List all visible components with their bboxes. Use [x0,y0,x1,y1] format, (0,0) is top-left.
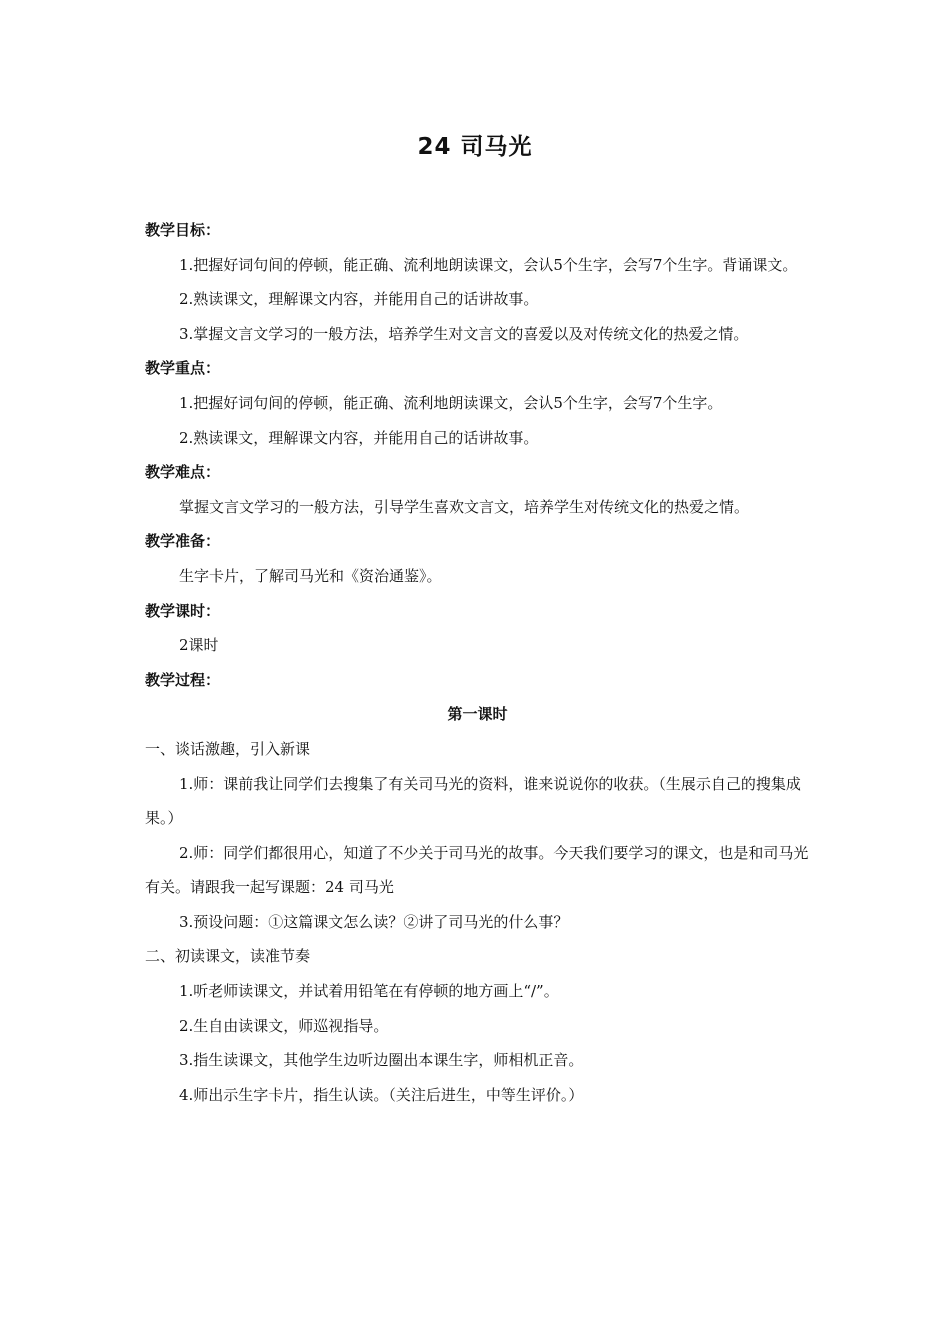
goals-heading: 教学目标： [145,221,221,239]
section1-item: 1.师：课前我让同学们去搜集了有关司马光的资料，谁来说说你的收获。（生展示自己的搜集成果。） [145,774,801,828]
section1-heading: 一、谈话激趣，引入新课 [145,739,311,758]
section2-item: 4.师出示生字卡片，指生认读。（关注后进生，中等生评价。） [179,1085,584,1104]
section2-item: 2.生自由读课文，师巡视指导。 [179,1016,389,1035]
hours-text: 2课时 [179,636,219,655]
preparation-heading: 教学准备： [145,532,221,551]
goal-item: 3.掌握文言文学习的一般方法，培养学生对文言文的喜爱以及对传统文化的热爱之情。 [179,324,749,343]
section1-item: 3.预设问题：①这篇课文怎么读？②讲了司马光的什么事？ [179,912,569,931]
key-point-item: 1.把握好词句间的停顿，能正确、流利地朗读课文，会认5个生字，会写7个生字。 [179,393,723,412]
goal-item: 2.熟读课文，理解课文内容，并能用自己的话讲故事。 [179,290,539,309]
section1-item: 2.师：同学们都很用心，知道了不少关于司马光的故事。今天我们要学习的课文，也是和司马光有关。请跟我一起写课题：24 司马光 [145,843,809,897]
section2-heading: 二、初读课文，读准节奏 [145,947,311,966]
lesson-title: 第一课时 [447,705,508,724]
hours-heading: 教学课时： [145,601,221,620]
key-point-item: 2.熟读课文，理解课文内容，并能用自己的话讲故事。 [179,428,539,447]
process-heading: 教学过程： [145,670,221,689]
document-title: 24 司马光 [417,134,533,160]
section2-item: 3.指生读课文，其他学生边听边圈出本课生字，师相机正音。 [179,1051,584,1070]
difficulties-text: 掌握文言文学习的一般方法，引导学生喜欢文言文，培养学生对传统文化的热爱之情。 [179,497,750,516]
goal-item: 1.把握好词句间的停顿，能正确、流利地朗读课文，会认5个生字，会写7个生字。背诵课文。 [179,255,798,274]
difficulties-heading: 教学难点： [145,463,221,482]
preparation-text: 生字卡片，了解司马光和《资治通鉴》。 [179,566,442,585]
section2-item: 1.听老师读课文，并试着用铅笔在有停顿的地方画上“/”。 [179,982,559,1001]
document-body [145,213,810,1112]
key-points-heading: 教学重点： [145,359,221,378]
